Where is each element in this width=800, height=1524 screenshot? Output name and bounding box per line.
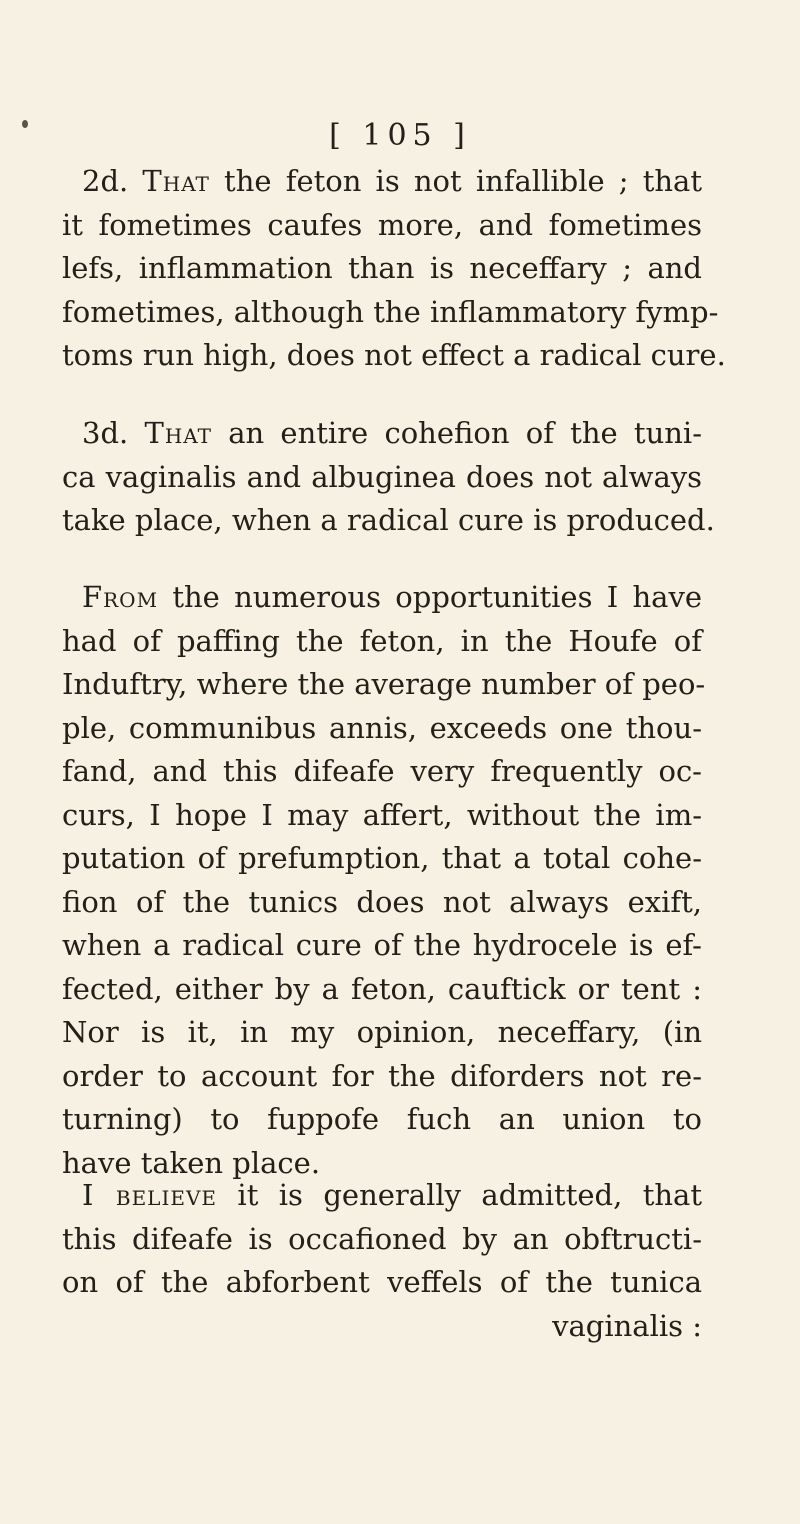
text-line: fand, and this difeafe very frequently oc- [62, 754, 702, 788]
text-line: 3d. That an entire cohefion of the tuni- [82, 416, 703, 450]
text-line: 2d. That the feton is not infallible ; that [82, 164, 702, 198]
text-line: fion of the tunics does not always exift, [62, 884, 702, 919]
text-line: curs, I hope I may affert, without the im- [62, 797, 702, 832]
text-line: lefs, inflammation than is neceffary ; and [62, 251, 702, 285]
text-line: order to account for the diforders not re- [62, 1058, 702, 1093]
paragraph-2 [62, 412, 715, 543]
text-line: it fometimes caufes more, and fometimes [62, 207, 702, 242]
text-line: I believe it is generally admitted, that [82, 1178, 702, 1212]
paragraph-1 [62, 160, 726, 378]
text-line: on of the abforbent veffels of the tunica [62, 1265, 702, 1299]
text-line: this difeafe is occafioned by an obftructi- [62, 1221, 702, 1256]
paragraph-3 [62, 576, 706, 1185]
text-line: Induftry, where the average number of peo- [62, 667, 706, 701]
text-line: putation of prefumption, that a total cohe- [62, 841, 702, 875]
text-line: when a radical cure of the hydrocele is ef- [62, 928, 702, 962]
page-number: [ 105 ] [329, 118, 471, 153]
text-line: fometimes, although the inflammatory fymp- [62, 294, 719, 329]
text-line: Nor is it, in my opinion, neceffary, (in [62, 1015, 702, 1049]
text-line: ca vaginalis and albuginea does not always [62, 459, 702, 494]
text-line: fected, either by a feton, cauftick or tent : [62, 971, 702, 1006]
text-line: From the numerous opportunities I have [82, 580, 702, 614]
text-line: ple, communibus annis, exceeds one thou- [62, 710, 702, 745]
catchword: vaginalis : [552, 1308, 702, 1343]
text-line: have taken place. [62, 1145, 321, 1180]
text-line: take place, when a radical cure is produced. [62, 503, 715, 537]
text-line: turning) to fuppofe fuch an union to [62, 1102, 702, 1136]
text-line: toms run high, does not effect a radical cure. [62, 338, 726, 372]
text-line: had of paffing the feton, in the Houfe of [62, 623, 702, 658]
paragraph-4 [62, 1174, 702, 1348]
